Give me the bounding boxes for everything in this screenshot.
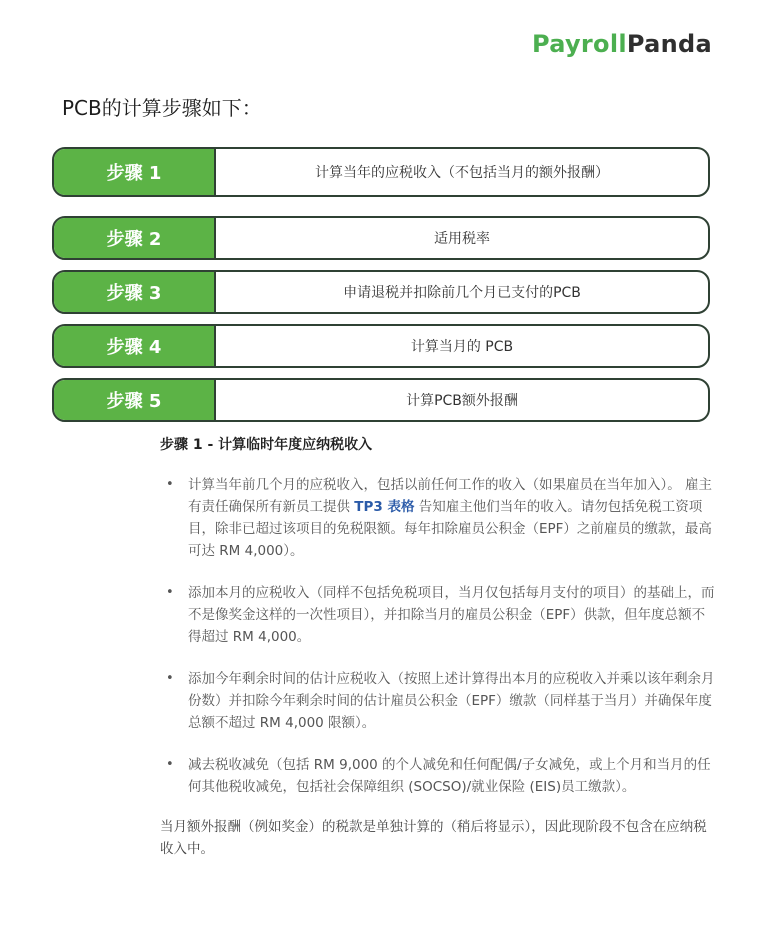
page-heading: PCB的计算步骤如下： bbox=[62, 96, 262, 120]
step-description: 计算当年的应税收入（不包括当月的额外报酬） bbox=[315, 165, 609, 181]
step-row-5 bbox=[52, 378, 710, 422]
bullet-dot-icon: • bbox=[166, 671, 174, 686]
bullet-item bbox=[160, 754, 718, 798]
step-description: 适用税率 bbox=[434, 231, 490, 247]
step-label: 步骤 2 bbox=[54, 218, 216, 258]
bullet-text-pre: 计算当年前几个月的应税收入，包括以前任何工作的收入（如果雇员在当年加入）。 雇主有责任确保所有新员工提供 bbox=[188, 477, 713, 515]
step-row-2 bbox=[52, 216, 710, 260]
bullet-text: 减去税收减免（包括 RM 9,000 的个人减免和任何配偶/子女减免，或上个月和当月的任何其他税收减免，包括社会保障组织 (SOCSO)/就业保险 (EIS)员工缴款）。 bbox=[188, 757, 711, 795]
step-label: 步骤 3 bbox=[54, 272, 216, 312]
section-title: 步骤 1 - 计算临时年度应纳税收入 bbox=[160, 437, 373, 453]
step-label: 步骤 1 bbox=[54, 149, 216, 195]
step-row-3 bbox=[52, 270, 710, 314]
step-row-4 bbox=[52, 324, 710, 368]
step-description: 计算PCB额外报酬 bbox=[406, 393, 518, 409]
bullet-text: 添加今年剩余时间的估计应税收入（按照上述计算得出本月的应税收入并乘以该年剩余月份数）并扣除今年剩余时间的估计雇员公积金（EPF）缴款（同样基于当月）并确保年度总额不超过 RM 4,000 限额）。 bbox=[188, 671, 715, 731]
bullet-item bbox=[160, 474, 718, 562]
steps-list bbox=[52, 147, 710, 432]
step-label: 步骤 4 bbox=[54, 326, 216, 366]
payrollpanda-logo bbox=[532, 30, 712, 58]
bullet-dot-icon: • bbox=[166, 477, 174, 492]
bullet-item bbox=[160, 668, 718, 734]
bullet-item bbox=[160, 582, 718, 648]
bullet-text-post: 告知雇主他们当年的收入。请勿包括免税工资项目，除非已超过该项目的免税限额。每年扣除雇员公积金（EPF）之前雇员的缴款，最高可达 RM 4,000）。 bbox=[188, 499, 712, 559]
bullet-list bbox=[160, 474, 718, 798]
step-description: 计算当月的 PCB bbox=[410, 339, 514, 355]
footer-note: 当月额外报酬（例如奖金）的税款是单独计算的（稍后将显示），因此现阶段不包含在应纳税收入中。 bbox=[160, 819, 707, 857]
step-description: 申请退税并扣除前几个月已支付的PCB bbox=[343, 285, 581, 301]
bullet-dot-icon: • bbox=[166, 585, 174, 600]
step-label: 步骤 5 bbox=[54, 380, 216, 420]
step1-detail-section bbox=[160, 434, 718, 860]
bullet-text: 添加本月的应税收入（同样不包括免税项目，当月仅包括每月支付的项目）的基础上，而不是像奖金这样的一次性项目），并扣除当月的雇员公积金（EPF）供款，但年度总额不得超过 RM 4,000。 bbox=[188, 585, 715, 645]
tp3-form-link[interactable]: TP3 表格 bbox=[354, 499, 415, 515]
logo-part-payroll: Payroll bbox=[531, 30, 627, 58]
logo-part-panda: Panda bbox=[626, 30, 712, 58]
bullet-dot-icon: • bbox=[166, 757, 174, 772]
step-row-1 bbox=[52, 147, 710, 197]
